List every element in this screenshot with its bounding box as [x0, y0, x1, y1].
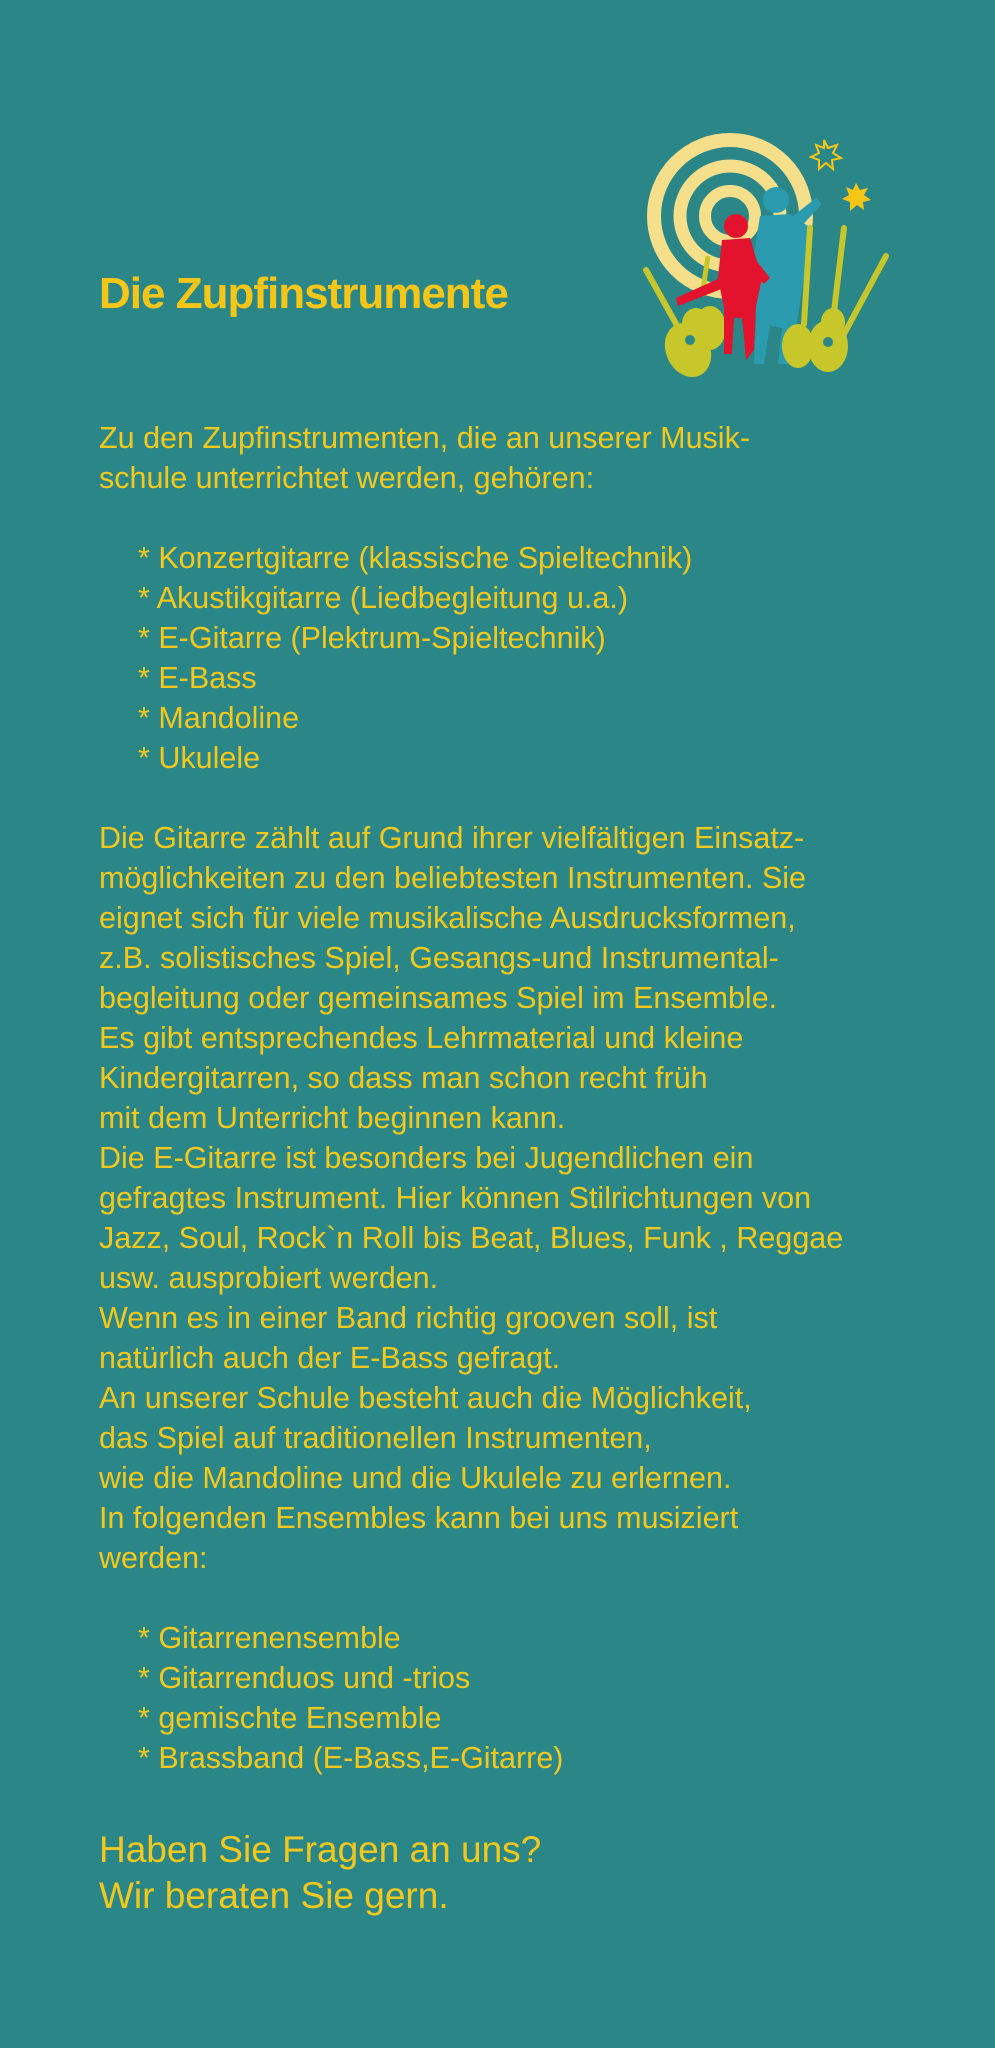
list-item: * Brassband (E-Bass,E-Gitarre): [138, 1741, 564, 1775]
list-item: * Gitarrenensemble: [138, 1621, 401, 1655]
text-line: Kindergitarren, so dass man schon recht früh: [99, 1061, 708, 1095]
text-line: natürlich auch der E-Bass gefragt.: [99, 1341, 561, 1375]
text-line: Es gibt entsprechendes Lehrmaterial und kleine: [99, 1021, 744, 1055]
text-line: möglichkeiten zu den beliebtesten Instrumenten. Sie: [99, 861, 807, 895]
list-item: * Mandoline: [138, 701, 300, 735]
text-line: In folgenden Ensembles kann bei uns musiziert: [99, 1501, 739, 1535]
list-item: * Konzertgitarre (klassische Spieltechnik): [138, 541, 693, 575]
text-line: werden:: [99, 1541, 208, 1575]
list-item: * Gitarrenduos und -trios: [138, 1661, 471, 1695]
text-line: Jazz, Soul, Rock`n Roll bis Beat, Blues, Funk , Reggae: [99, 1221, 844, 1255]
text-line: schule unterrichtet werden, gehören:: [99, 461, 595, 495]
text-line: Die Gitarre zählt auf Grund ihrer vielfältigen Einsatz-: [99, 821, 805, 855]
closing-message: [99, 1827, 541, 1919]
text-line: eignet sich für viele musikalische Ausdrucksformen,: [99, 901, 796, 935]
list-item: * E-Bass: [138, 661, 257, 695]
instrument-list: [138, 538, 959, 778]
text-line: Die E-Gitarre ist besonders bei Jugendlichen ein: [99, 1141, 754, 1175]
guitar-players-icon: [638, 128, 893, 386]
list-item: * gemischte Ensemble: [138, 1701, 442, 1735]
description-paragraph: [99, 818, 959, 1578]
text-line: das Spiel auf traditionellen Instrumenten,: [99, 1421, 652, 1455]
text-line: An unserer Schule besteht auch die Möglichkeit,: [99, 1381, 752, 1415]
list-item: * Ukulele: [138, 741, 261, 775]
page-title: Die Zupfinstrumente: [99, 269, 508, 318]
closing-line-question: Haben Sie Fragen an uns?: [99, 1829, 542, 1870]
outline-star-icon: [811, 140, 841, 169]
text-line: z.B. solistisches Spiel, Gesangs-und Instrumental-: [99, 941, 779, 975]
text-line: gefragtes Instrument. Hier können Stilrichtungen von: [99, 1181, 812, 1215]
filled-star-icon: [842, 183, 871, 211]
main-content: [99, 418, 959, 1818]
text-line: begleitung oder gemeinsames Spiel im Ensemble.: [99, 981, 778, 1015]
closing-line-offer: Wir beraten Sie gern.: [99, 1875, 449, 1916]
text-line: Zu den Zupfinstrumenten, die an unserer Musik-: [99, 421, 750, 455]
list-item: * Akustikgitarre (Liedbegleitung u.a.): [138, 581, 628, 615]
text-line: usw. ausprobiert werden.: [99, 1261, 439, 1295]
list-item: * E-Gitarre (Plektrum-Spieltechnik): [138, 621, 606, 655]
intro-paragraph: [99, 418, 959, 498]
text-line: wie die Mandoline und die Ukulele zu erlernen.: [99, 1461, 732, 1495]
text-line: mit dem Unterricht beginnen kann.: [99, 1101, 566, 1135]
ensemble-list: [138, 1618, 959, 1778]
text-line: Wenn es in einer Band richtig grooven soll, ist: [99, 1301, 718, 1335]
